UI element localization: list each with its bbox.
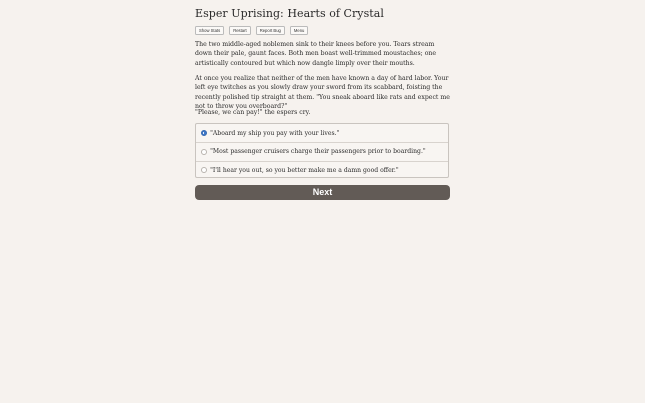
restart-button[interactable]: Restart: [229, 26, 251, 35]
report-bug-button[interactable]: Report Bug: [256, 26, 285, 35]
radio-unselected-icon[interactable]: [201, 149, 208, 156]
choice-option-2[interactable]: [196, 142, 448, 160]
next-button[interactable]: Next: [195, 185, 450, 200]
radio-selected-icon[interactable]: [201, 130, 208, 137]
choice-list: [195, 123, 449, 178]
choice-label-1: "Aboard my ship you pay with your lives.": [210, 129, 340, 137]
toolbar: [195, 26, 308, 35]
choice-option-3[interactable]: [196, 161, 448, 179]
choice-label-3: "I'll hear you out, so you better make me a damn good offer.": [210, 166, 399, 174]
game-title: Esper Uprising: Hearts of Crystal: [195, 7, 384, 20]
story-paragraph-2: At once you realize that neither of the men have known a day of hard labor. Your left eye twitches as you slowly draw your sword from its scabbard, foisting the recently polished tip straight at them. "You sneak aboard like rats and expect me not to throw you overboard?": [195, 75, 450, 110]
menu-button[interactable]: Menu: [290, 26, 308, 35]
story-paragraph-3: "Please, we can pay!" the espers cry.: [195, 109, 311, 116]
show-stats-button[interactable]: Show Stats: [195, 26, 224, 35]
radio-unselected-icon[interactable]: [201, 167, 208, 174]
choice-label-2: "Most passenger cruisers charge their passengers prior to boarding.": [210, 148, 426, 156]
choice-option-1[interactable]: [196, 124, 448, 142]
story-paragraph-1: The two middle-aged noblemen sink to their knees before you. Tears stream down their pale, gaunt faces. Both men boast well-trimmed moustaches; one artistically contoured but which now dangle limply over their mouths.: [195, 41, 437, 67]
